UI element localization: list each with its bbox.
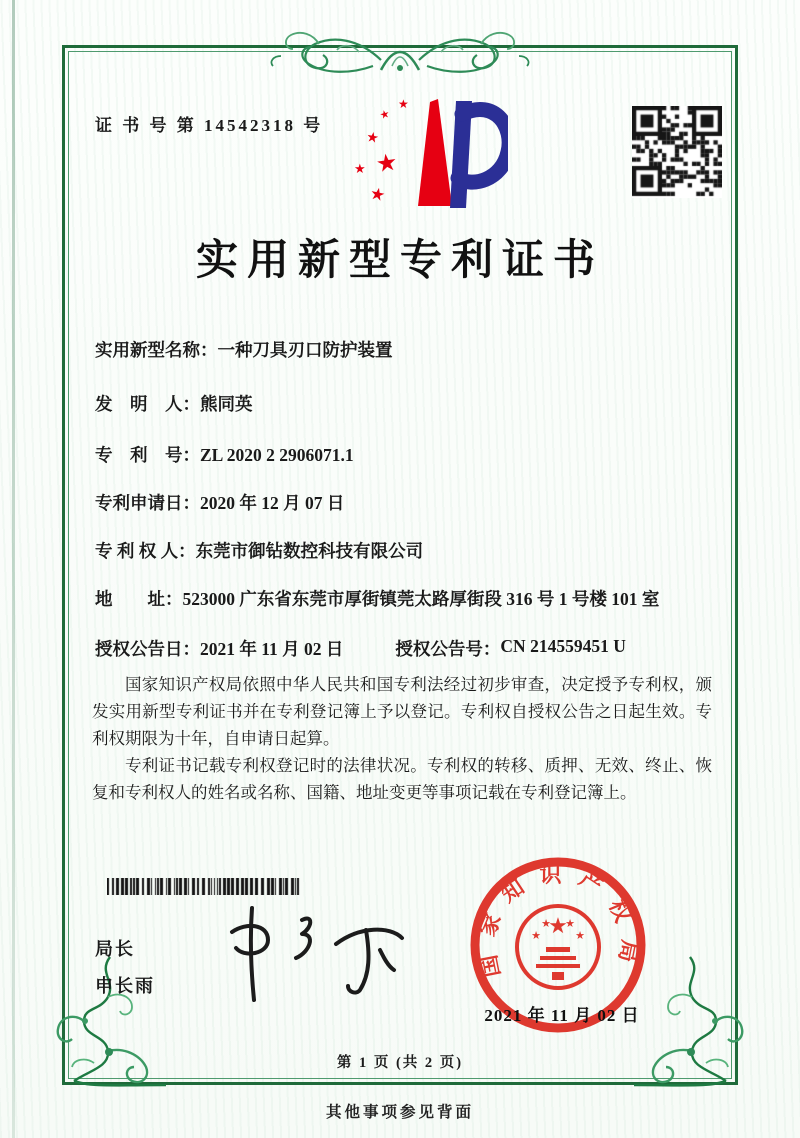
cnipa-logo-icon: ★ ★ ★ ★ ★ ★ [336, 88, 508, 218]
field-value: 熊同英 [200, 394, 253, 414]
grant-date [95, 636, 343, 661]
field-label: 地 址： [95, 589, 183, 609]
field-label: 发 明 人： [95, 394, 200, 414]
field-value: 523000 广东省东莞市厚街镇莞太路厚街段 316 号 1 号楼 101 室 [182, 589, 660, 609]
field-label: 专 利 号： [95, 445, 200, 465]
seal-date: 2021 年 11 月 02 日 [484, 1006, 640, 1025]
back-note: 其他事项参见背面 [325, 1104, 474, 1121]
field-value: 2020 年 12 月 07 日 [200, 493, 345, 513]
page-number: 第 1 页 (共 2 页) [336, 1055, 464, 1071]
field-label: 专利申请日： [95, 493, 200, 513]
certificate-title: 实用新型专利证书 [195, 238, 604, 284]
signer-title: 局长 [95, 939, 135, 959]
barcode [107, 878, 301, 895]
field-value: ZL 2020 2 2906071.1 [200, 445, 354, 465]
field-label: 专 利 权 人： [95, 541, 196, 561]
field-row-address [95, 585, 713, 613]
field-row-patentee [95, 537, 713, 565]
legal-text [92, 671, 712, 806]
qr-code [632, 106, 722, 198]
svg-text:★: ★ [575, 930, 585, 942]
legal-paragraph: 国家知识产权局依照中华人民共和国专利法经过初步审查，决定授予专利权，颁发实用新型专利证书并在专利登记簿上予以登记。专利权自授权公告之日起生效。专利权期限为十年，自申请日起算。 [92, 675, 712, 748]
grant-number [395, 636, 625, 661]
field-value: 东莞市御钻数控科技有限公司 [195, 541, 424, 561]
legal-paragraph: 专利证书记载专利权登记时的法律状况。专利权的转移、质押、无效、终止、恢复和专利权人的姓名或名称、国籍、地址变更等事项记载在专利登记簿上。 [92, 756, 712, 802]
svg-text:★: ★ [565, 918, 575, 930]
field-label: 授权公告日： [95, 639, 200, 659]
field-label: 实用新型名称： [95, 340, 218, 360]
certificate-number: 证 书 号 第 14542318 号 [95, 116, 324, 135]
svg-text:★: ★ [541, 918, 551, 930]
field-value: CN 214559451 U [500, 636, 626, 656]
field-row-inventor [95, 390, 713, 418]
field-value: 2021 年 11 月 02 日 [200, 639, 344, 659]
logo-wedge [418, 99, 452, 206]
field-row-filing-date [95, 489, 713, 517]
svg-text:★: ★ [531, 930, 541, 942]
national-emblem-icon [517, 906, 599, 988]
scan-edge-shadow [12, 0, 15, 1138]
handwritten-signature-icon [218, 898, 418, 1006]
field-label: 授权公告号： [395, 639, 501, 659]
field-row-grant [95, 636, 713, 661]
seal-ring-text: 国家知识产权局 [472, 861, 644, 980]
field-value: 一种刀具刃口防护装置 [217, 340, 393, 360]
svg-text:★: ★ [548, 913, 568, 938]
field-row-patent-name [95, 336, 713, 364]
signer-name: 申长雨 [95, 976, 155, 996]
field-row-patent-number [95, 441, 713, 469]
